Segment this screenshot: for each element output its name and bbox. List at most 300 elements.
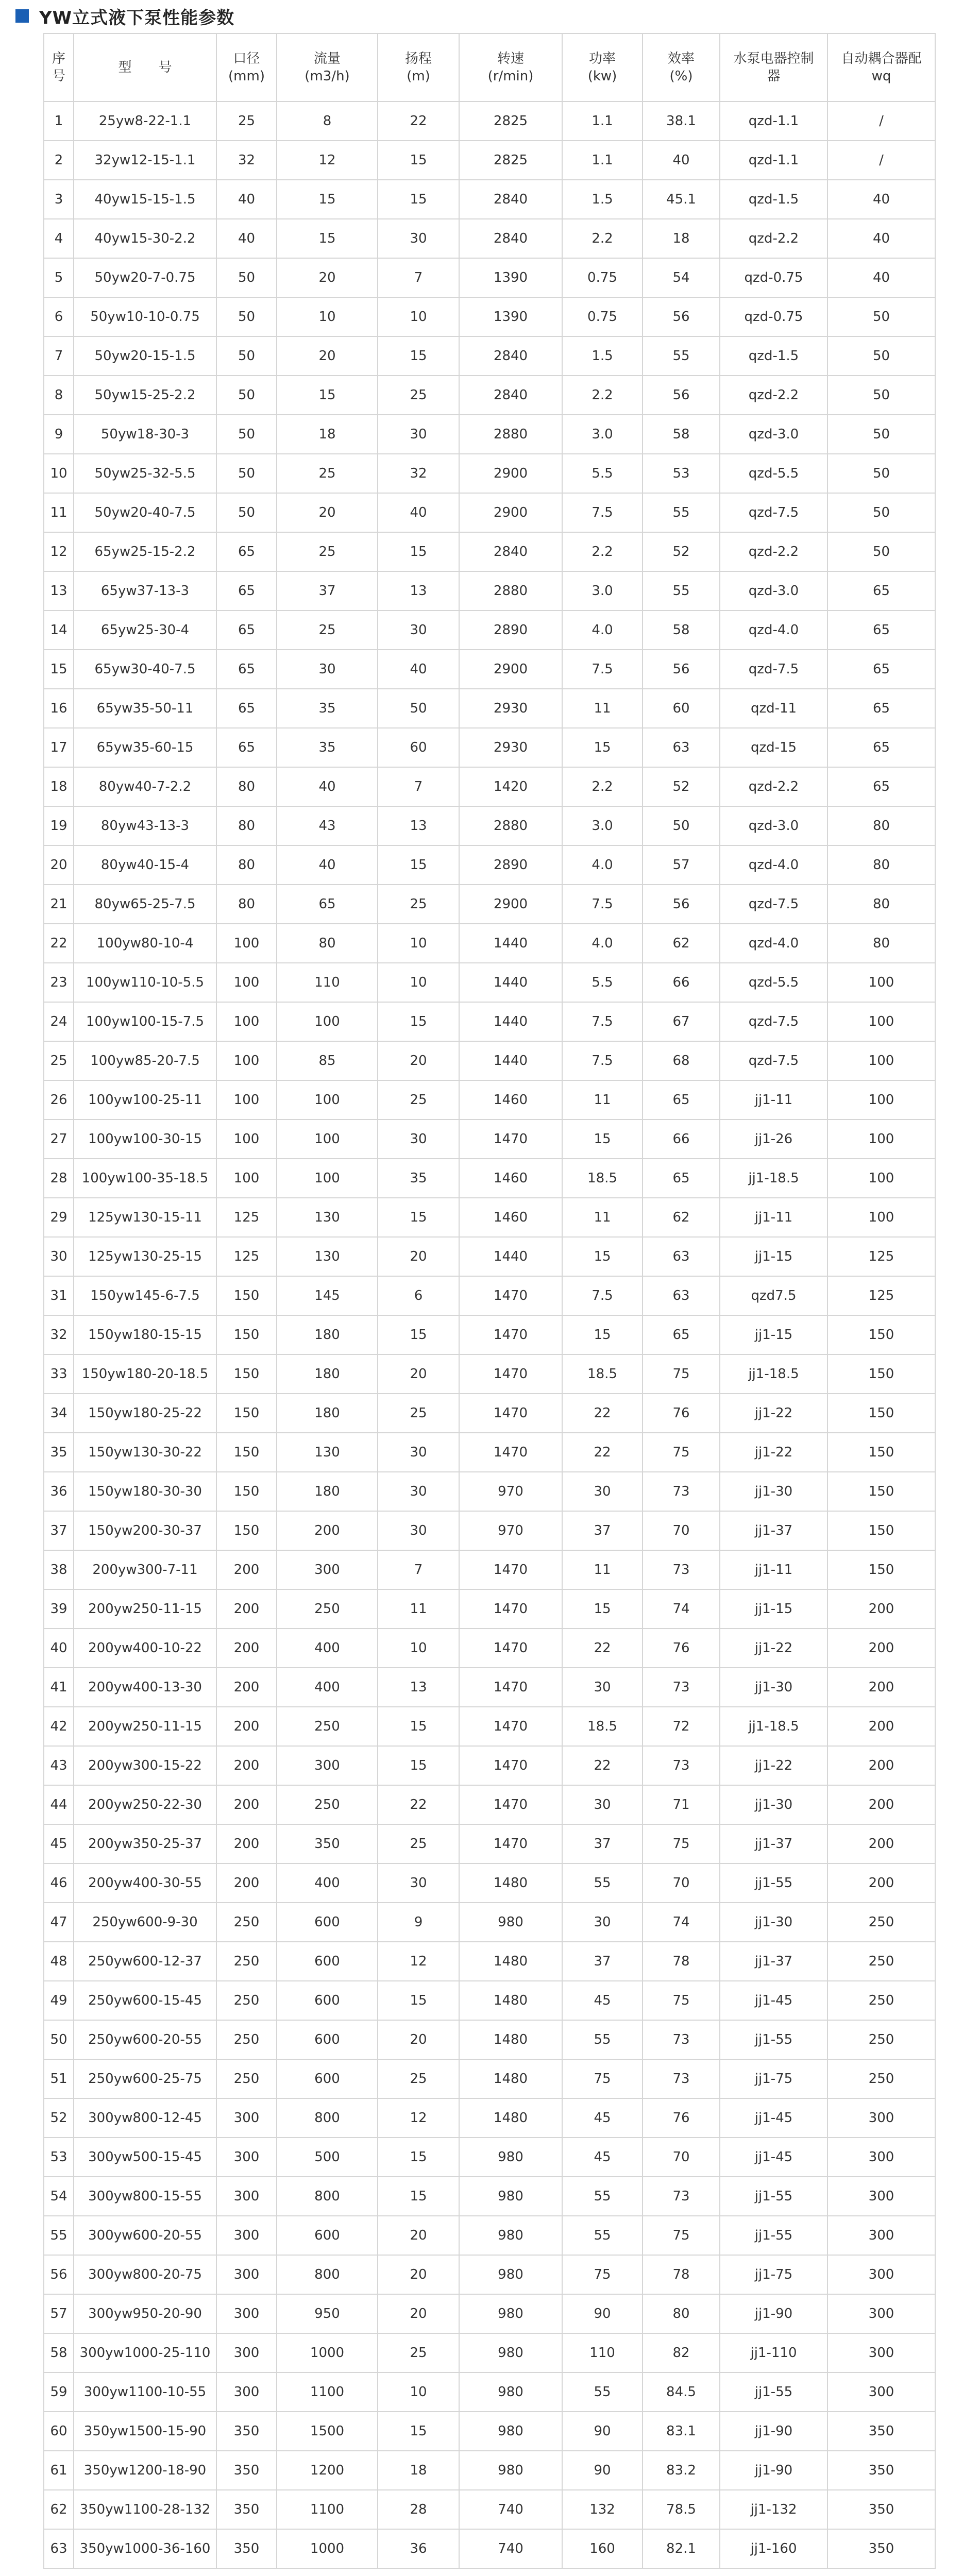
cell-head: 6 xyxy=(378,1276,459,1315)
cell-speed: 2840 xyxy=(459,219,562,258)
cell-efficiency: 68 xyxy=(643,1041,720,1080)
cell-head: 7 xyxy=(378,767,459,806)
cell-model: 200yw250-11-15 xyxy=(74,1707,216,1746)
cell-seq: 14 xyxy=(44,611,74,650)
cell-coupler: 100 xyxy=(827,1159,935,1198)
cell-coupler: / xyxy=(827,141,935,180)
cell-diameter: 350 xyxy=(216,2490,277,2529)
cell-head: 25 xyxy=(378,376,459,415)
cell-model: 200yw400-13-30 xyxy=(74,1668,216,1707)
cell-speed: 2825 xyxy=(459,101,562,141)
cell-coupler: 65 xyxy=(827,650,935,689)
cell-seq: 1 xyxy=(44,101,74,141)
cell-controller: jj1-55 xyxy=(720,2020,827,2059)
cell-speed: 1470 xyxy=(459,1746,562,1785)
cell-efficiency: 62 xyxy=(643,1198,720,1237)
cell-model: 100yw80-10-4 xyxy=(74,924,216,963)
cell-head: 10 xyxy=(378,963,459,1002)
cell-speed: 1480 xyxy=(459,2059,562,2098)
cell-power: 45 xyxy=(562,2138,643,2177)
cell-model: 50yw20-7-0.75 xyxy=(74,258,216,297)
cell-head: 10 xyxy=(378,1629,459,1668)
cell-model: 250yw600-25-75 xyxy=(74,2059,216,2098)
cell-controller: qzd-1.5 xyxy=(720,336,827,376)
cell-efficiency: 84.5 xyxy=(643,2372,720,2412)
cell-diameter: 250 xyxy=(216,1942,277,1981)
cell-head: 30 xyxy=(378,1120,459,1159)
cell-head: 13 xyxy=(378,1668,459,1707)
header-line: 流量 xyxy=(313,51,341,66)
cell-diameter: 80 xyxy=(216,806,277,845)
table-row xyxy=(44,219,935,258)
cell-model: 125yw130-25-15 xyxy=(74,1237,216,1276)
cell-efficiency: 40 xyxy=(643,141,720,180)
cell-efficiency: 56 xyxy=(643,376,720,415)
cell-speed: 1440 xyxy=(459,1237,562,1276)
header-controller xyxy=(720,33,827,101)
cell-flow: 130 xyxy=(277,1198,378,1237)
cell-seq: 26 xyxy=(44,1080,74,1120)
cell-seq: 13 xyxy=(44,571,74,611)
cell-coupler: 150 xyxy=(827,1511,935,1550)
cell-coupler: 50 xyxy=(827,297,935,336)
cell-diameter: 32 xyxy=(216,141,277,180)
cell-head: 15 xyxy=(378,2412,459,2451)
header-line: 自动耦合器配 xyxy=(841,51,922,66)
cell-power: 7.5 xyxy=(562,1041,643,1080)
cell-efficiency: 56 xyxy=(643,885,720,924)
cell-flow: 1000 xyxy=(277,2529,378,2568)
cell-coupler: 50 xyxy=(827,415,935,454)
cell-flow: 15 xyxy=(277,180,378,219)
cell-power: 30 xyxy=(562,1668,643,1707)
cell-coupler: 200 xyxy=(827,1668,935,1707)
cell-head: 25 xyxy=(378,1080,459,1120)
cell-controller: jj1-75 xyxy=(720,2255,827,2294)
cell-head: 15 xyxy=(378,845,459,885)
cell-controller: qzd-4.0 xyxy=(720,924,827,963)
cell-model: 250yw600-9-30 xyxy=(74,1903,216,1942)
header-line: (kw) xyxy=(587,69,617,84)
cell-model: 65yw37-13-3 xyxy=(74,571,216,611)
table-row xyxy=(44,1159,935,1198)
cell-controller: qzd-7.5 xyxy=(720,1041,827,1080)
cell-controller: jj1-160 xyxy=(720,2529,827,2568)
cell-coupler: 300 xyxy=(827,2255,935,2294)
cell-head: 18 xyxy=(378,2451,459,2490)
cell-flow: 20 xyxy=(277,493,378,532)
cell-seq: 16 xyxy=(44,689,74,728)
cell-diameter: 100 xyxy=(216,1080,277,1120)
cell-controller: jj1-37 xyxy=(720,1511,827,1550)
cell-power: 3.0 xyxy=(562,571,643,611)
cell-flow: 400 xyxy=(277,1863,378,1903)
cell-model: 300yw800-15-55 xyxy=(74,2177,216,2216)
cell-coupler: / xyxy=(827,101,935,141)
cell-efficiency: 70 xyxy=(643,1863,720,1903)
table-row xyxy=(44,297,935,336)
cell-controller: qzd-4.0 xyxy=(720,611,827,650)
cell-flow: 250 xyxy=(277,1785,378,1824)
cell-model: 300yw1100-10-55 xyxy=(74,2372,216,2412)
cell-speed: 980 xyxy=(459,2138,562,2177)
cell-model: 100yw100-35-18.5 xyxy=(74,1159,216,1198)
cell-model: 200yw400-30-55 xyxy=(74,1863,216,1903)
cell-controller: qzd-4.0 xyxy=(720,845,827,885)
cell-flow: 100 xyxy=(277,1080,378,1120)
cell-efficiency: 60 xyxy=(643,689,720,728)
table-row xyxy=(44,2333,935,2372)
cell-speed: 2890 xyxy=(459,845,562,885)
header-line: (%) xyxy=(669,69,693,84)
title-marker-icon xyxy=(15,9,29,23)
cell-diameter: 200 xyxy=(216,1550,277,1589)
cell-speed: 740 xyxy=(459,2490,562,2529)
cell-speed: 1470 xyxy=(459,1707,562,1746)
cell-controller: jj1-45 xyxy=(720,2138,827,2177)
table-head xyxy=(44,33,935,101)
header-row xyxy=(44,33,935,101)
cell-flow: 20 xyxy=(277,336,378,376)
cell-speed: 1440 xyxy=(459,1041,562,1080)
cell-seq: 36 xyxy=(44,1472,74,1511)
cell-diameter: 200 xyxy=(216,1629,277,1668)
cell-speed: 1460 xyxy=(459,1159,562,1198)
cell-power: 3.0 xyxy=(562,415,643,454)
cell-coupler: 150 xyxy=(827,1315,935,1354)
header-diameter xyxy=(216,33,277,101)
table-row xyxy=(44,2216,935,2255)
cell-power: 160 xyxy=(562,2529,643,2568)
cell-coupler: 200 xyxy=(827,1629,935,1668)
cell-seq: 12 xyxy=(44,532,74,571)
cell-diameter: 300 xyxy=(216,2333,277,2372)
cell-flow: 20 xyxy=(277,258,378,297)
cell-head: 28 xyxy=(378,2490,459,2529)
cell-controller: qzd-1.1 xyxy=(720,101,827,141)
cell-diameter: 150 xyxy=(216,1354,277,1394)
cell-coupler: 300 xyxy=(827,2177,935,2216)
cell-speed: 980 xyxy=(459,2216,562,2255)
cell-seq: 38 xyxy=(44,1550,74,1589)
cell-speed: 1470 xyxy=(459,1589,562,1629)
cell-controller: jj1-22 xyxy=(720,1433,827,1472)
cell-efficiency: 73 xyxy=(643,2177,720,2216)
cell-power: 1.5 xyxy=(562,336,643,376)
table-row xyxy=(44,1041,935,1080)
cell-coupler: 300 xyxy=(827,2333,935,2372)
cell-diameter: 100 xyxy=(216,1120,277,1159)
cell-coupler: 200 xyxy=(827,1707,935,1746)
cell-head: 30 xyxy=(378,219,459,258)
cell-model: 250yw600-12-37 xyxy=(74,1942,216,1981)
cell-diameter: 200 xyxy=(216,1746,277,1785)
cell-flow: 600 xyxy=(277,2059,378,2098)
cell-speed: 1390 xyxy=(459,297,562,336)
table-row xyxy=(44,1629,935,1668)
cell-controller: jj1-30 xyxy=(720,1785,827,1824)
header-seq xyxy=(44,33,74,101)
cell-coupler: 250 xyxy=(827,1942,935,1981)
cell-diameter: 50 xyxy=(216,415,277,454)
cell-flow: 180 xyxy=(277,1472,378,1511)
cell-power: 7.5 xyxy=(562,885,643,924)
cell-efficiency: 65 xyxy=(643,1159,720,1198)
table-row xyxy=(44,767,935,806)
cell-power: 1.1 xyxy=(562,101,643,141)
cell-model: 200yw300-15-22 xyxy=(74,1746,216,1785)
cell-efficiency: 63 xyxy=(643,1276,720,1315)
cell-model: 300yw600-20-55 xyxy=(74,2216,216,2255)
cell-diameter: 350 xyxy=(216,2529,277,2568)
table-row xyxy=(44,650,935,689)
cell-diameter: 350 xyxy=(216,2451,277,2490)
cell-seq: 27 xyxy=(44,1120,74,1159)
cell-head: 15 xyxy=(378,1315,459,1354)
cell-model: 80yw65-25-7.5 xyxy=(74,885,216,924)
cell-flow: 200 xyxy=(277,1511,378,1550)
cell-head: 36 xyxy=(378,2529,459,2568)
cell-flow: 800 xyxy=(277,2177,378,2216)
cell-efficiency: 70 xyxy=(643,1511,720,1550)
cell-speed: 1470 xyxy=(459,1354,562,1394)
cell-speed: 2840 xyxy=(459,180,562,219)
cell-speed: 980 xyxy=(459,2372,562,2412)
cell-power: 22 xyxy=(562,1433,643,1472)
cell-controller: jj1-22 xyxy=(720,1629,827,1668)
cell-flow: 600 xyxy=(277,1903,378,1942)
cell-coupler: 50 xyxy=(827,454,935,493)
cell-coupler: 125 xyxy=(827,1237,935,1276)
cell-controller: qzd7.5 xyxy=(720,1276,827,1315)
cell-coupler: 250 xyxy=(827,1981,935,2020)
cell-controller: jj1-11 xyxy=(720,1550,827,1589)
cell-coupler: 80 xyxy=(827,845,935,885)
cell-efficiency: 57 xyxy=(643,845,720,885)
cell-seq: 18 xyxy=(44,767,74,806)
cell-speed: 740 xyxy=(459,2529,562,2568)
cell-diameter: 50 xyxy=(216,336,277,376)
cell-head: 9 xyxy=(378,1903,459,1942)
cell-flow: 180 xyxy=(277,1315,378,1354)
cell-seq: 57 xyxy=(44,2294,74,2333)
cell-efficiency: 55 xyxy=(643,493,720,532)
table-row xyxy=(44,611,935,650)
cell-head: 7 xyxy=(378,258,459,297)
cell-diameter: 200 xyxy=(216,1824,277,1863)
cell-power: 22 xyxy=(562,1629,643,1668)
cell-coupler: 40 xyxy=(827,180,935,219)
header-flow xyxy=(277,33,378,101)
cell-model: 350yw1500-15-90 xyxy=(74,2412,216,2451)
cell-seq: 32 xyxy=(44,1315,74,1354)
header-head xyxy=(378,33,459,101)
header-line: 功率 xyxy=(588,51,616,66)
cell-controller: jj1-37 xyxy=(720,1824,827,1863)
cell-efficiency: 76 xyxy=(643,1394,720,1433)
cell-diameter: 65 xyxy=(216,650,277,689)
cell-seq: 50 xyxy=(44,2020,74,2059)
table-row xyxy=(44,1080,935,1120)
cell-controller: qzd-15 xyxy=(720,728,827,767)
cell-head: 20 xyxy=(378,2294,459,2333)
cell-controller: qzd-2.2 xyxy=(720,767,827,806)
cell-diameter: 200 xyxy=(216,1668,277,1707)
cell-power: 15 xyxy=(562,1589,643,1629)
cell-seq: 4 xyxy=(44,219,74,258)
cell-seq: 51 xyxy=(44,2059,74,2098)
cell-diameter: 40 xyxy=(216,219,277,258)
cell-model: 200yw400-10-22 xyxy=(74,1629,216,1668)
cell-model: 300yw1000-25-110 xyxy=(74,2333,216,2372)
cell-seq: 56 xyxy=(44,2255,74,2294)
cell-head: 10 xyxy=(378,297,459,336)
cell-model: 125yw130-15-11 xyxy=(74,1198,216,1237)
table-row xyxy=(44,2412,935,2451)
table-row xyxy=(44,2255,935,2294)
cell-model: 150yw200-30-37 xyxy=(74,1511,216,1550)
cell-diameter: 80 xyxy=(216,885,277,924)
cell-speed: 2890 xyxy=(459,611,562,650)
cell-flow: 180 xyxy=(277,1354,378,1394)
cell-diameter: 50 xyxy=(216,258,277,297)
cell-speed: 2840 xyxy=(459,376,562,415)
cell-diameter: 300 xyxy=(216,2098,277,2138)
cell-diameter: 300 xyxy=(216,2255,277,2294)
cell-flow: 600 xyxy=(277,1981,378,2020)
cell-flow: 600 xyxy=(277,1942,378,1981)
header-line: 口径 xyxy=(233,51,260,66)
cell-diameter: 200 xyxy=(216,1589,277,1629)
cell-flow: 800 xyxy=(277,2098,378,2138)
table-row xyxy=(44,2177,935,2216)
cell-coupler: 200 xyxy=(827,1824,935,1863)
cell-diameter: 100 xyxy=(216,1159,277,1198)
cell-diameter: 300 xyxy=(216,2372,277,2412)
cell-controller: qzd-3.0 xyxy=(720,571,827,611)
cell-controller: jj1-45 xyxy=(720,2098,827,2138)
cell-diameter: 65 xyxy=(216,532,277,571)
table-row xyxy=(44,258,935,297)
cell-head: 15 xyxy=(378,2177,459,2216)
cell-controller: jj1-26 xyxy=(720,1120,827,1159)
header-line: (r/min) xyxy=(487,69,534,84)
cell-model: 150yw180-25-22 xyxy=(74,1394,216,1433)
cell-controller: jj1-22 xyxy=(720,1746,827,1785)
cell-coupler: 100 xyxy=(827,1198,935,1237)
cell-model: 200yw250-11-15 xyxy=(74,1589,216,1629)
cell-power: 2.2 xyxy=(562,219,643,258)
table-row xyxy=(44,1511,935,1550)
table-row xyxy=(44,1394,935,1433)
header-model xyxy=(74,33,216,101)
cell-model: 65yw35-50-11 xyxy=(74,689,216,728)
cell-controller: jj1-110 xyxy=(720,2333,827,2372)
table-row xyxy=(44,2294,935,2333)
cell-speed: 1480 xyxy=(459,1863,562,1903)
table-row xyxy=(44,1002,935,1041)
cell-coupler: 150 xyxy=(827,1433,935,1472)
cell-power: 11 xyxy=(562,1198,643,1237)
cell-speed: 980 xyxy=(459,2294,562,2333)
cell-model: 300yw950-20-90 xyxy=(74,2294,216,2333)
cell-head: 20 xyxy=(378,2255,459,2294)
header-line: 号 xyxy=(52,69,65,84)
cell-controller: jj1-37 xyxy=(720,1942,827,1981)
cell-diameter: 40 xyxy=(216,180,277,219)
cell-diameter: 150 xyxy=(216,1511,277,1550)
cell-seq: 25 xyxy=(44,1041,74,1080)
cell-controller: jj1-15 xyxy=(720,1237,827,1276)
cell-efficiency: 56 xyxy=(643,297,720,336)
cell-speed: 980 xyxy=(459,2451,562,2490)
cell-head: 30 xyxy=(378,1511,459,1550)
cell-head: 30 xyxy=(378,1472,459,1511)
cell-efficiency: 82.1 xyxy=(643,2529,720,2568)
cell-head: 25 xyxy=(378,2333,459,2372)
cell-diameter: 100 xyxy=(216,1002,277,1041)
cell-speed: 1480 xyxy=(459,1942,562,1981)
header-power xyxy=(562,33,643,101)
cell-coupler: 100 xyxy=(827,1002,935,1041)
cell-power: 90 xyxy=(562,2451,643,2490)
cell-flow: 15 xyxy=(277,219,378,258)
cell-seq: 7 xyxy=(44,336,74,376)
cell-power: 55 xyxy=(562,2177,643,2216)
cell-controller: jj1-55 xyxy=(720,2177,827,2216)
cell-efficiency: 73 xyxy=(643,1550,720,1589)
cell-speed: 2900 xyxy=(459,493,562,532)
cell-power: 4.0 xyxy=(562,611,643,650)
cell-seq: 3 xyxy=(44,180,74,219)
cell-seq: 28 xyxy=(44,1159,74,1198)
cell-controller: jj1-18.5 xyxy=(720,1354,827,1394)
cell-diameter: 200 xyxy=(216,1707,277,1746)
cell-flow: 400 xyxy=(277,1668,378,1707)
cell-power: 55 xyxy=(562,2372,643,2412)
cell-model: 50yw15-25-2.2 xyxy=(74,376,216,415)
cell-flow: 950 xyxy=(277,2294,378,2333)
cell-flow: 25 xyxy=(277,454,378,493)
cell-controller: jj1-22 xyxy=(720,1394,827,1433)
table-row xyxy=(44,454,935,493)
cell-diameter: 300 xyxy=(216,2294,277,2333)
cell-coupler: 350 xyxy=(827,2412,935,2451)
cell-flow: 25 xyxy=(277,532,378,571)
cell-coupler: 300 xyxy=(827,2216,935,2255)
cell-power: 90 xyxy=(562,2412,643,2451)
header-speed xyxy=(459,33,562,101)
cell-controller: qzd-7.5 xyxy=(720,885,827,924)
cell-power: 22 xyxy=(562,1394,643,1433)
cell-power: 15 xyxy=(562,1120,643,1159)
cell-flow: 350 xyxy=(277,1824,378,1863)
cell-model: 100yw100-15-7.5 xyxy=(74,1002,216,1041)
cell-diameter: 250 xyxy=(216,1981,277,2020)
cell-head: 15 xyxy=(378,1198,459,1237)
cell-head: 13 xyxy=(378,806,459,845)
cell-seq: 30 xyxy=(44,1237,74,1276)
cell-power: 7.5 xyxy=(562,1276,643,1315)
cell-flow: 100 xyxy=(277,1002,378,1041)
cell-power: 75 xyxy=(562,2059,643,2098)
cell-flow: 600 xyxy=(277,2216,378,2255)
cell-efficiency: 75 xyxy=(643,1354,720,1394)
cell-efficiency: 66 xyxy=(643,1120,720,1159)
cell-diameter: 200 xyxy=(216,1863,277,1903)
table-row xyxy=(44,728,935,767)
table-row xyxy=(44,2490,935,2529)
